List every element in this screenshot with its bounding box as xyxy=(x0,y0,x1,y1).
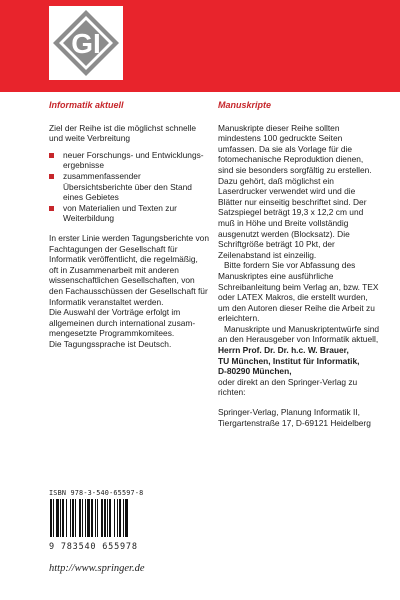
barcode-bar xyxy=(123,499,124,537)
barcode-bar xyxy=(85,499,86,537)
right-para-3: Manuskripte und Manuskriptentwürfe sind an den Herausgeber von Informatik aktuell, xyxy=(218,323,380,345)
barcode-bar xyxy=(114,499,115,537)
right-para-4: oder direkt an den Springer-Verlag zu richten: xyxy=(218,376,358,398)
left-para-3: Die Auswahl der Vorträge erfolgt im allgemeinen durch international zusammengesetzte Programmkomitees. xyxy=(49,307,196,339)
editor-address-line-2: TU München, Institut für Informatik, xyxy=(218,355,360,366)
right-column xyxy=(218,100,380,428)
barcode-bar xyxy=(101,499,103,537)
barcode-bar xyxy=(66,499,67,537)
right-para-2: Bitte fordern Sie vor Abfassung des Manuskriptes eine ausführliche Schreibanleitung beim Verlag an, bzw. TEX oder LATEX Makros, die erstellt wurden, um den Autoren dieser Reihe die Arbeit zu erleichtern. xyxy=(218,260,379,324)
barcode-bar xyxy=(125,499,128,537)
barcode-bars xyxy=(49,499,153,537)
bullet-list xyxy=(49,150,209,224)
barcode-bar xyxy=(79,499,81,537)
barcode-bar xyxy=(70,499,71,537)
barcode-bar xyxy=(75,499,76,537)
barcode-bar xyxy=(56,499,59,537)
list-item: neuer Forschungs- und Entwicklungsergebnisse xyxy=(49,150,209,171)
bullet-square-icon xyxy=(49,206,54,211)
publisher-url[interactable]: http://www.springer.de xyxy=(49,563,145,574)
barcode-bar xyxy=(82,499,83,537)
barcode-bar xyxy=(87,499,90,537)
barcode-bar xyxy=(72,499,74,537)
right-heading: Manuskripte xyxy=(218,100,272,110)
barcode-bar xyxy=(53,499,54,537)
left-intro: Ziel der Reihe ist die möglichst schnelle und weite Verbreitung xyxy=(49,122,197,144)
bullet-square-icon xyxy=(49,174,54,179)
isbn-label: ISBN 978-3-540-65597-8 xyxy=(49,489,144,497)
barcode-bar xyxy=(119,499,121,537)
barcode-bar xyxy=(107,499,108,537)
right-para-1: Manuskripte dieser Reihe sollten mindestens 100 gedruckte Seiten umfassen. Da sie als Vorlage für die fotomechanische Reproduktion dienen, sind sie besonders sorgfältig zu erstellen. Dazu gehört, daß möglichst ein Laserdrucker verwendet wird und die Blätter nur einseitig beschriftet sind. Der Satzspiegel beträgt 19,3 x 12,2 cm und muß in Höhe und Breite vollständig ausgenutzt werden (Blocksatz). Die Schriftgröße beträgt 10 Pkt, der Zeilenabstand ist einzeilig. xyxy=(218,122,372,260)
barcode-bar xyxy=(109,499,111,537)
barcode-bar xyxy=(117,499,118,537)
logo-text: GI xyxy=(71,28,101,59)
barcode-bar xyxy=(50,499,52,537)
left-para-2: In erster Linie werden Tagungsberichte von Fachtagungen der Gesellschaft für Informatik veröffentlicht, die regelmäßig, oft in Zusammenarbeit mit anderen wissenschaftlichen Gesellschaften, von den Fachausschüssen der Gesellschaft für Informatik veranstaltet werden. xyxy=(49,232,209,307)
barcode-bar xyxy=(97,499,98,537)
bullet-square-icon xyxy=(49,153,54,158)
barcode-bar xyxy=(104,499,106,537)
barcode-bar xyxy=(62,499,64,537)
barcode-bar xyxy=(60,499,61,537)
left-heading: Informatik aktuell xyxy=(49,100,124,110)
editor-address-line-1: Herrn Prof. Dr. Dr. h.c. W. Brauer, xyxy=(218,345,349,356)
left-column xyxy=(49,100,209,349)
list-item: von Materialien und Texten zur Weiterbildung xyxy=(49,203,209,224)
editor-address-line-3: D-80290 München, xyxy=(218,366,292,377)
barcode-bar xyxy=(95,499,96,537)
list-item: zusammenfassender Übersichtsberichte über den Stand eines Gebietes xyxy=(49,171,209,203)
left-para-4: Die Tagungssprache ist Deutsch. xyxy=(49,338,172,349)
publisher-address: Springer-Verlag, Planung Informatik II, Tiergartenstraße 17, D-69121 Heidelberg xyxy=(218,407,371,428)
gi-logo xyxy=(49,6,123,80)
isbn-digits: 9 783540 655978 xyxy=(49,542,138,552)
barcode-bar xyxy=(91,499,93,537)
isbn-barcode xyxy=(49,489,159,552)
